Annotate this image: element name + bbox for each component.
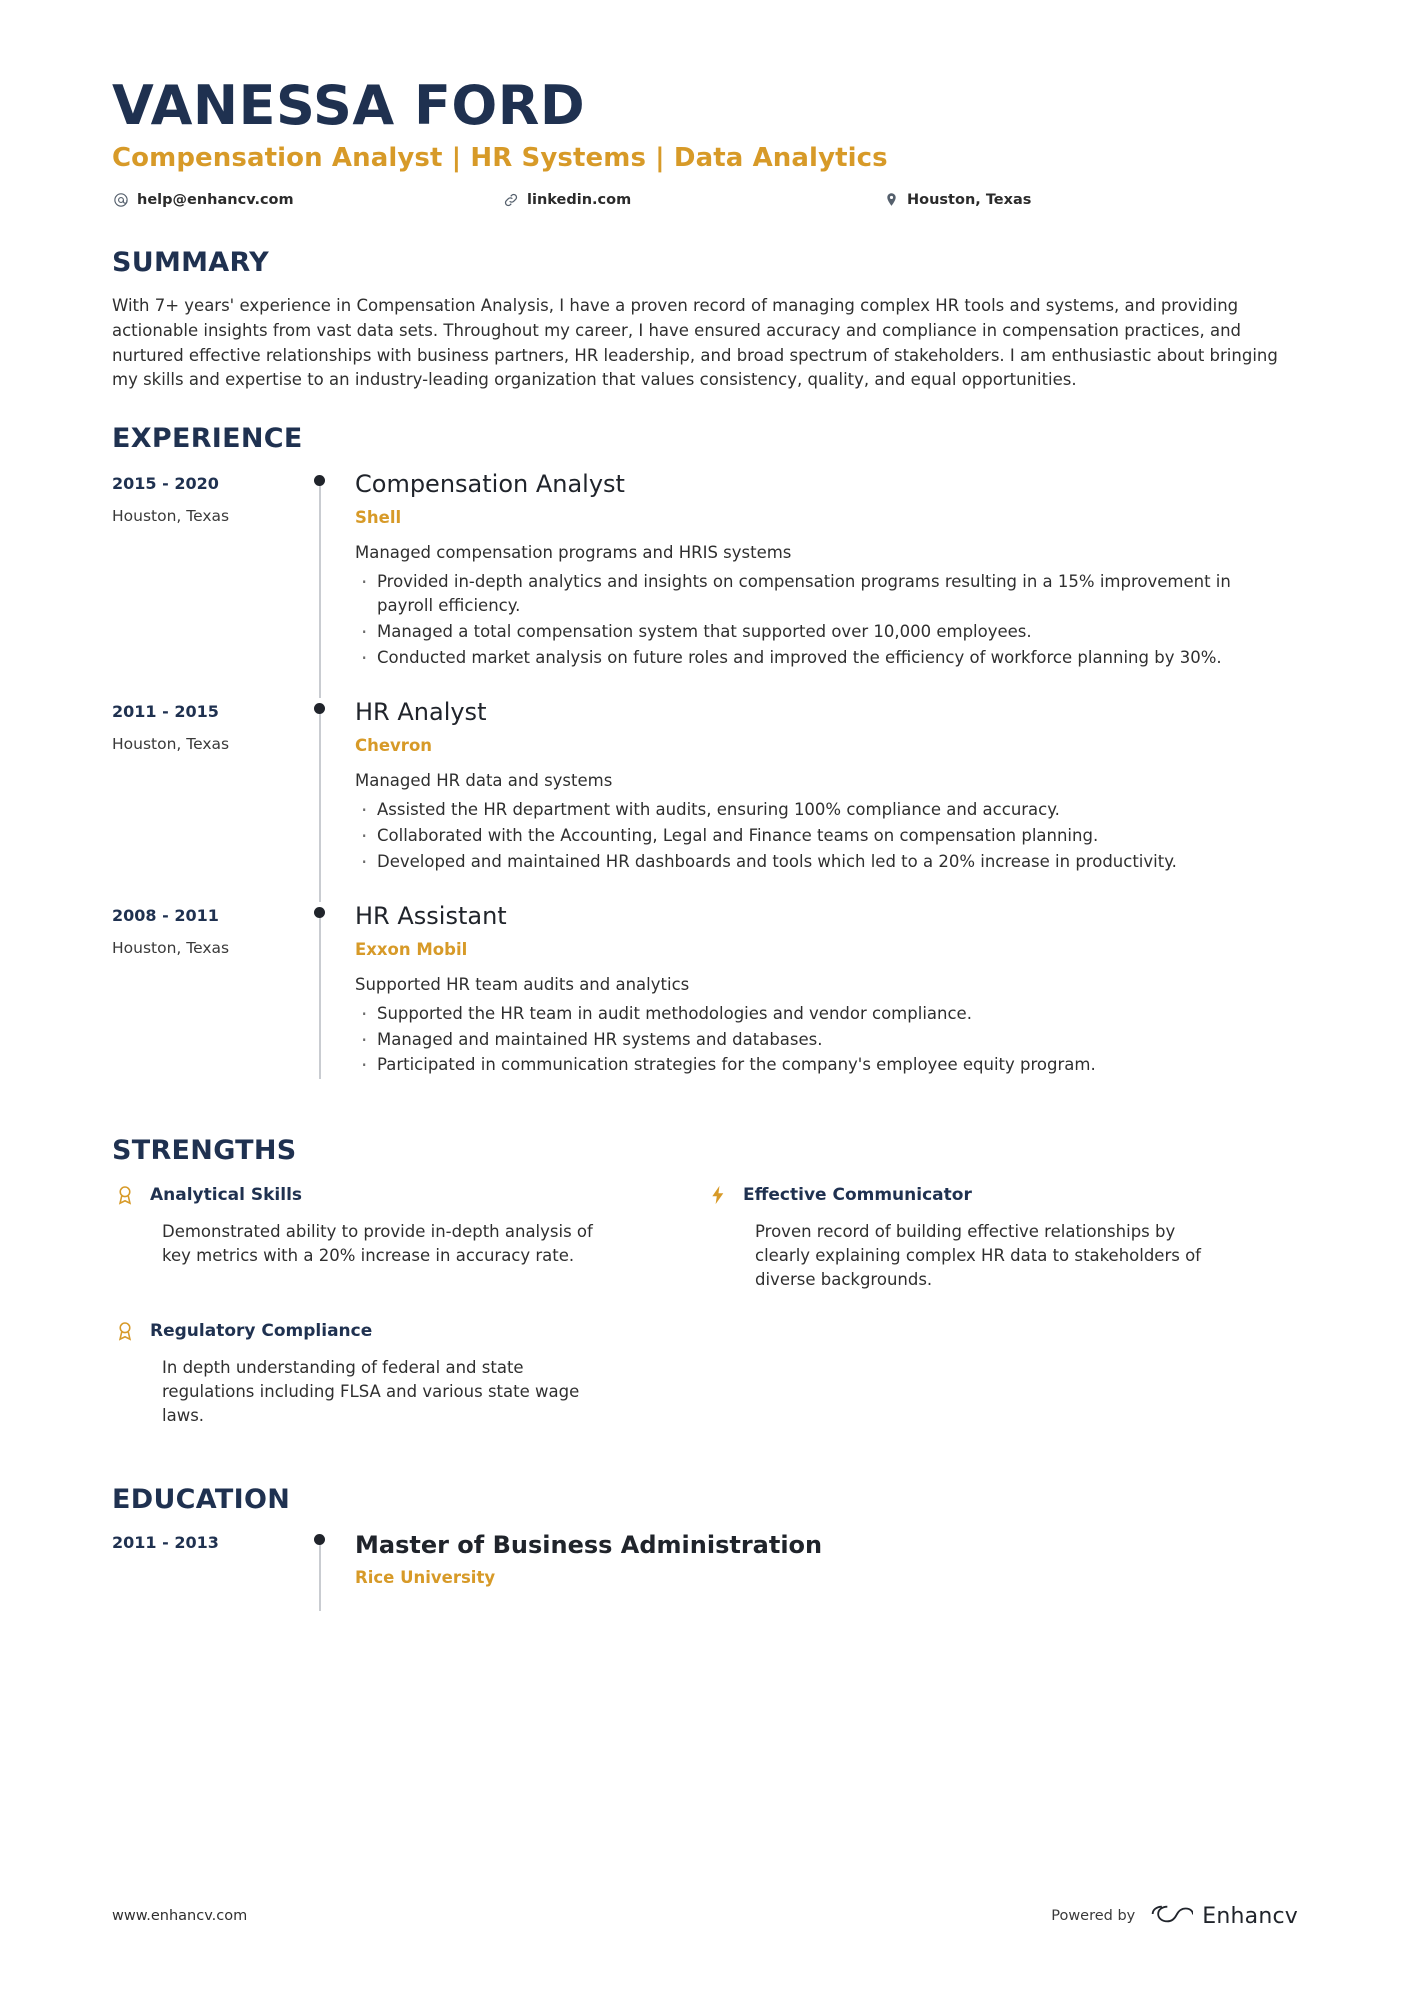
experience-bullet: · Participated in communication strategies for the company's employee equity program.: [355, 1053, 1277, 1077]
email-icon: [112, 191, 130, 209]
experience-meta: [112, 470, 307, 672]
strength-text: In depth understanding of federal and state regulations including FLSA and various state wage laws.: [162, 1358, 580, 1426]
award-ribbon-icon: [112, 1182, 138, 1208]
contact-location-text: Houston, Texas: [907, 191, 1032, 208]
experience-company: Shell: [355, 508, 402, 528]
experience-summary: Managed HR data and systems: [355, 770, 613, 790]
experience-item: [112, 902, 1298, 1106]
education-body: [347, 1531, 822, 1587]
page-footer: [112, 1901, 1298, 1931]
experience-dates: 2008 - 2011: [112, 905, 219, 925]
timeline-dot-icon: [314, 1534, 325, 1545]
experience-list: [112, 470, 1298, 1105]
strength-text: Demonstrated ability to provide in-depth analysis of key metrics with a 20% increase in accuracy rate.: [162, 1222, 593, 1266]
experience-bullet: · Provided in-depth analytics and insights on compensation programs resulting in a 15% improvement in payroll efficiency.: [355, 570, 1277, 618]
contact-row: [112, 191, 1298, 209]
education-item: [112, 1531, 1298, 1587]
enhancv-mark-icon: [1149, 1901, 1193, 1931]
footer-url[interactable]: www.enhancv.com: [112, 1908, 248, 1924]
summary-title: SUMMARY: [112, 246, 269, 278]
contact-linkedin[interactable]: [502, 191, 882, 209]
timeline-rail: [307, 1531, 347, 1587]
experience-meta: [112, 698, 307, 876]
experience-bullets: [355, 1002, 1298, 1078]
experience-bullet: · Developed and maintained HR dashboards and tools which led to a 20% increase in productivity.: [355, 850, 1277, 874]
brand-logo: [1149, 1901, 1298, 1931]
experience-bullet: · Collaborated with the Accounting, Legal and Finance teams on compensation planning.: [355, 824, 1277, 848]
contact-location: [882, 191, 1031, 209]
strength-item: [705, 1182, 1298, 1292]
experience-bullet: · Assisted the HR department with audits, ensuring 100% compliance and accuracy.: [355, 798, 1277, 822]
experience-dates: 2011 - 2015: [112, 701, 219, 721]
experience-role: HR Analyst: [355, 697, 487, 726]
experience-bullet: · Supported the HR team in audit methodologies and vendor compliance.: [355, 1002, 1277, 1026]
location-pin-icon: [882, 191, 900, 209]
timeline-dot-icon: [314, 475, 325, 486]
timeline-rail: [307, 698, 347, 876]
experience-meta: [112, 902, 307, 1080]
contact-email[interactable]: [112, 191, 502, 209]
candidate-headline: Compensation Analyst | HR Systems | Data Analytics: [112, 142, 888, 173]
strength-title: Effective Communicator: [743, 1185, 972, 1206]
strength-header: [705, 1182, 1208, 1208]
strength-text: Proven record of building effective relationships by clearly explaining complex HR data to stakeholders of diverse backgrounds.: [755, 1222, 1201, 1290]
education-degree: Master of Business Administration: [355, 1530, 823, 1559]
timeline-dot-icon: [314, 703, 325, 714]
contact-linkedin-text: linkedin.com: [527, 191, 632, 208]
experience-body: [347, 902, 1298, 1080]
strengths-grid: [112, 1182, 1298, 1454]
experience-section: [112, 423, 1298, 1105]
experience-bullet: · Conducted market analysis on future roles and improved the efficiency of workforce planning by 30%.: [355, 646, 1277, 670]
education-title: EDUCATION: [112, 1483, 291, 1515]
experience-item: [112, 698, 1298, 902]
award-ribbon-icon: [112, 1318, 138, 1344]
strength-title: Regulatory Compliance: [150, 1321, 373, 1342]
summary-section: [112, 247, 1298, 394]
resume-header: [112, 74, 1298, 209]
education-school: Rice University: [355, 1567, 496, 1587]
education-meta: [112, 1531, 307, 1587]
experience-body: [347, 698, 1298, 876]
education-section: [112, 1484, 1298, 1587]
experience-bullets: [355, 570, 1298, 670]
candidate-name: VANESSA FORD: [112, 74, 586, 137]
experience-dates: 2015 - 2020: [112, 474, 219, 494]
experience-bullets: [355, 798, 1298, 874]
experience-summary: Managed compensation programs and HRIS systems: [355, 543, 792, 563]
education-dates: 2011 - 2013: [112, 1532, 219, 1552]
strength-title: Analytical Skills: [150, 1185, 303, 1206]
timeline-dot-icon: [314, 907, 325, 918]
lightning-bolt-icon: [705, 1182, 731, 1208]
brand-name: Enhancv: [1202, 1903, 1298, 1929]
experience-bullet: · Managed a total compensation system that supported over 10,000 employees.: [355, 620, 1277, 644]
experience-company: Exxon Mobil: [355, 939, 468, 959]
experience-bullet: · Managed and maintained HR systems and databases.: [355, 1028, 1277, 1052]
experience-location: Houston, Texas: [112, 938, 230, 957]
strength-item: [112, 1182, 705, 1292]
experience-company: Chevron: [355, 735, 433, 755]
summary-text: With 7+ years' experience in Compensation Analysis, I have a proven record of managing complex HR tools and systems, and providing actionable insights from vast data sets. Throughout my career, I have ensured accuracy and compliance in compensation practices, and nurtured effective relationships with business partners, HR leadership, and broad spectrum of stakeholders. I am enthusiastic about bringing my skills and expertise to an industry-leading organization that values consistency, quality, and equal opportunities.: [112, 296, 1278, 390]
experience-role: Compensation Analyst: [355, 470, 625, 499]
experience-body: [347, 470, 1298, 672]
experience-title: EXPERIENCE: [112, 423, 303, 455]
experience-location: Houston, Texas: [112, 507, 230, 526]
strength-header: [112, 1318, 615, 1344]
powered-by-label: Powered by: [1051, 1908, 1136, 1924]
contact-email-text: help@enhancv.com: [137, 191, 294, 208]
experience-location: Houston, Texas: [112, 734, 230, 753]
experience-item: [112, 470, 1298, 698]
strengths-title: STRENGTHS: [112, 1135, 297, 1167]
footer-brand-group: [1051, 1901, 1298, 1931]
strength-header: [112, 1182, 615, 1208]
experience-summary: Supported HR team audits and analytics: [355, 974, 690, 994]
link-icon: [502, 191, 520, 209]
timeline-rail: [307, 470, 347, 672]
strength-item: [112, 1318, 705, 1428]
timeline-rail: [307, 902, 347, 1080]
strengths-section: [112, 1135, 1298, 1454]
experience-role: HR Assistant: [355, 901, 507, 930]
